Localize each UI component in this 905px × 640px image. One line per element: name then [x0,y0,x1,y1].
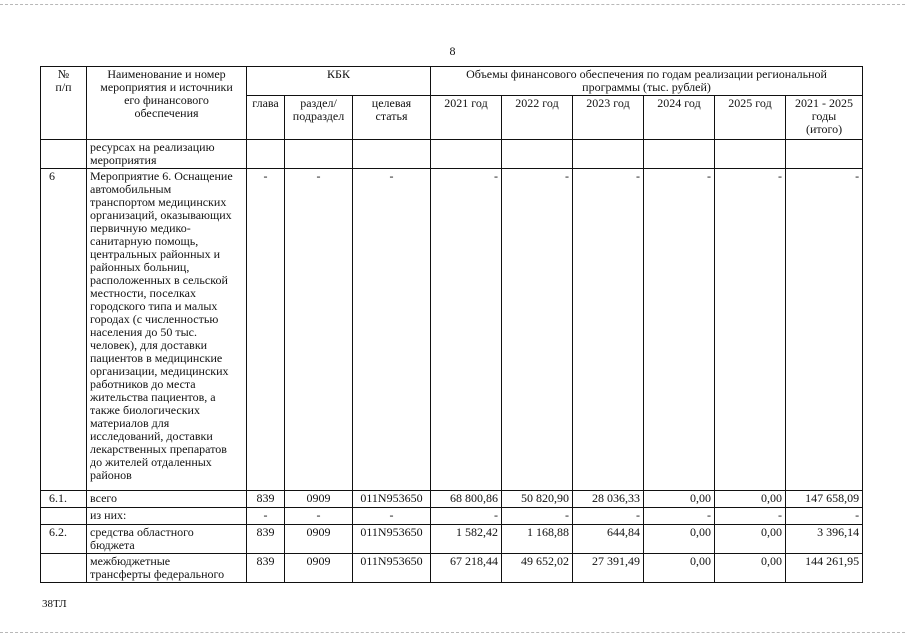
row-num [41,508,87,525]
row-value-6: 144 261,95 [786,554,863,583]
row-glava: 839 [247,491,285,508]
row-value-4: 0,00 [644,491,715,508]
row-value-2: 49 652,02 [502,554,573,583]
header-year-2023: 2023 год [573,96,644,140]
header-razdel: раздел/ подраздел [285,96,353,140]
row-value-3: 28 036,33 [573,491,644,508]
row-value-5: 0,00 [715,525,786,554]
row-statya: 011N953650 [353,491,431,508]
row-value-3: - [573,508,644,525]
row-glava: - [247,169,285,491]
row-razdel: - [285,508,353,525]
row-value-3: - [573,169,644,491]
row-value-4: 0,00 [644,554,715,583]
row-value-3 [573,140,644,169]
row-glava: - [247,508,285,525]
row-value-5: - [715,508,786,525]
row-value-6: 3 396,14 [786,525,863,554]
header-year-2024: 2024 год [644,96,715,140]
row-value-6 [786,140,863,169]
row-razdel: 0909 [285,491,353,508]
row-value-4: - [644,508,715,525]
row-value-2: 50 820,90 [502,491,573,508]
table-row [41,169,863,491]
row-value-3: 644,84 [573,525,644,554]
row-glava: 839 [247,525,285,554]
row-value-1: - [431,169,502,491]
row-value-5: 0,00 [715,491,786,508]
header-num: № п/п [41,67,87,140]
row-value-6: - [786,508,863,525]
table-row [41,525,863,554]
header-year-2025: 2025 год [715,96,786,140]
table-row [41,508,863,525]
scan-artifact-bottom [0,632,905,634]
row-razdel [285,140,353,169]
row-razdel: 0909 [285,554,353,583]
row-value-5: - [715,169,786,491]
table-row [41,140,863,169]
row-value-1 [431,140,502,169]
financing-table [40,66,863,583]
row-num: 6.1. [41,491,87,508]
row-value-4 [644,140,715,169]
header-statya: целевая статья [353,96,431,140]
header-year-2021: 2021 год [431,96,502,140]
header-row-1 [41,67,863,96]
row-value-2: 1 168,88 [502,525,573,554]
row-num: 6.2. [41,525,87,554]
row-name: Мероприятие 6. Оснащение автомобильным транспортом медицинских организаций, оказывающих первичную медико- санитарную помощь, центральных районных и районных больниц, расположенных в сельской местности, поселках городского типа и малых городах (с численностью населения до 50 тыс. человек), для доставки пациентов в медицинские организации, медицинских работников до места жительства пациентов, а также биологических материалов для исследований, доставки лекарственных препаратов до жителей отдаленных районов [87,169,247,491]
table-row [41,491,863,508]
row-value-1: 1 582,42 [431,525,502,554]
header-glava: глава [247,96,285,140]
row-statya: - [353,169,431,491]
row-value-6: - [786,169,863,491]
row-value-1: - [431,508,502,525]
row-name: ресурсах на реализацию мероприятия [87,140,247,169]
row-name: всего [87,491,247,508]
row-value-2 [502,140,573,169]
row-statya: 011N953650 [353,554,431,583]
page-number: 8 [449,44,456,58]
footer-code: 38ТЛ [42,598,67,610]
row-name: средства областного бюджета [87,525,247,554]
row-glava: 839 [247,554,285,583]
header-kbk: КБК [247,67,431,96]
header-year-2022: 2022 год [502,96,573,140]
row-name: из них: [87,508,247,525]
row-value-2: - [502,169,573,491]
row-value-1: 68 800,86 [431,491,502,508]
row-value-2: - [502,508,573,525]
header-volumes: Объемы финансового обеспечения по годам реализации региональной программы (тыс. рублей) [431,67,863,96]
row-value-4: 0,00 [644,525,715,554]
row-name: межбюджетные трансферты федерального [87,554,247,583]
row-value-4: - [644,169,715,491]
row-statya [353,140,431,169]
row-statya: - [353,508,431,525]
header-year-total: 2021 - 2025 годы (итого) [786,96,863,140]
row-value-3: 27 391,49 [573,554,644,583]
row-value-5: 0,00 [715,554,786,583]
table-row [41,554,863,583]
scan-artifact-top [0,4,905,6]
row-razdel: - [285,169,353,491]
row-razdel: 0909 [285,525,353,554]
row-statya: 011N953650 [353,525,431,554]
row-value-1: 67 218,44 [431,554,502,583]
row-value-5 [715,140,786,169]
row-glava [247,140,285,169]
row-num: 6 [41,169,87,491]
row-num [41,554,87,583]
row-num [41,140,87,169]
row-value-6: 147 658,09 [786,491,863,508]
header-name: Наименование и номер мероприятия и источники его финансового обеспечения [87,67,247,140]
